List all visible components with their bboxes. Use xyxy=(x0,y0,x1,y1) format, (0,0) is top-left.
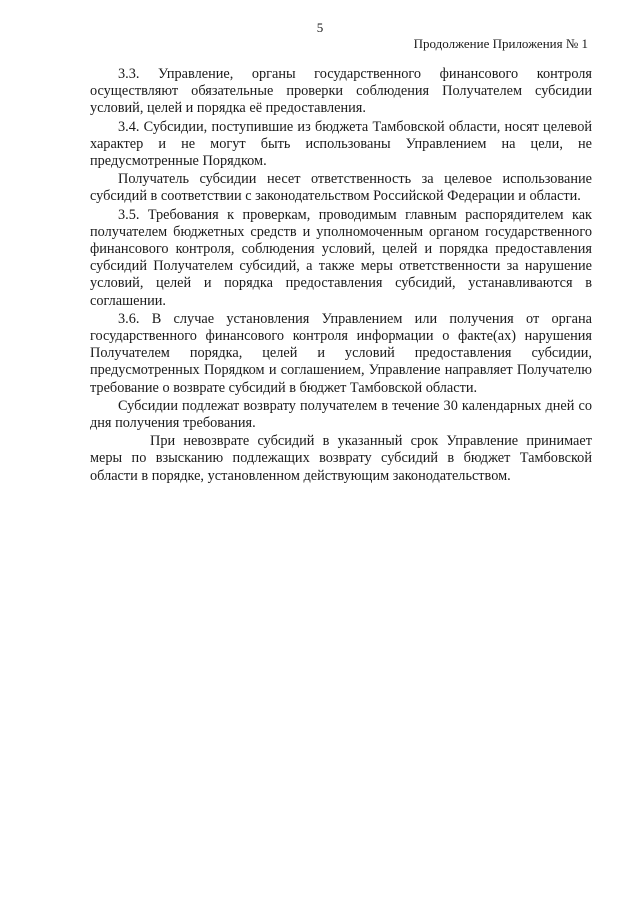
appendix-continuation-label: Продолжение Приложения № 1 xyxy=(413,36,588,51)
paragraph-3-5: 3.5. Требования к проверкам, проводимым главным распорядителем как получателем бюджетных средств и уполномоченным органом государственного финансового контроля, соблюдения условий, целей и порядка предоставления субсидий Получателем субсидий, а также меры ответственности за нарушение условий, целей и порядка предоставления субсидий, устанавливаются в соглашении. xyxy=(90,206,592,309)
paragraph-non-refund: При невозврате субсидий в указанный срок Управление принимает меры по взысканию подлежащих возврату субсидий в бюджет Тамбовской области в порядке, установленном действующим законодательством. xyxy=(90,433,592,484)
paragraph-3-4: 3.4. Субсидии, поступившие из бюджета Тамбовской области, носят целевой характер и не могут быть использованы Управлением на цели, не предусмотренные Порядком. xyxy=(90,118,592,170)
paragraph-3-6: 3.6. В случае установления Управлением или получения от органа государственного финансового контроля информации о факте(ах) нарушения Получателем порядка, целей и условий предоставления субсидии, предусмотренных Порядком и соглашением, Управление направляет Получателю требование о возврате субсидий в бюджет Тамбовской области. xyxy=(90,310,592,396)
paragraph-responsibility: Получатель субсидии несет ответственность за целевое использование субсидий в соответствии с законодательством Российской Федерации и области. xyxy=(90,171,592,205)
document-body xyxy=(90,66,592,485)
paragraph-refund-term: Субсидии подлежат возврату получателем в течение 30 календарных дней со дня получения требования. xyxy=(90,397,592,432)
paragraph-3-3: 3.3. Управление, органы государственного финансового контроля осуществляют обязательные проверки соблюдения Получателем субсидии условий, целей и порядка её предоставления. xyxy=(90,66,592,117)
page-number: 5 xyxy=(316,20,324,35)
